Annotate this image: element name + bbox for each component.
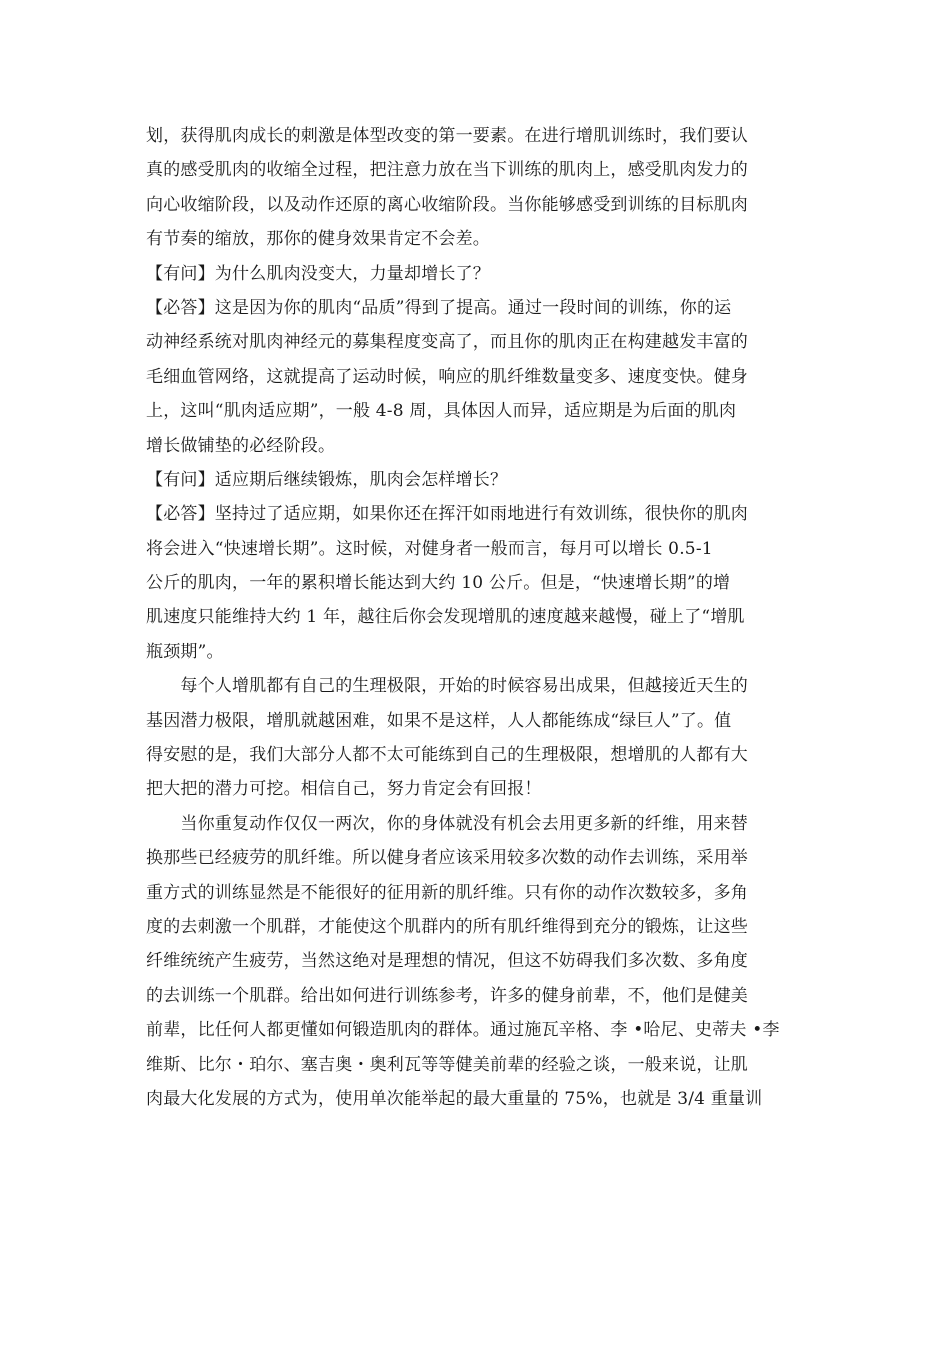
paragraph-start-line: 每个人增肌都有自己的生理极限，开始的时候容易出成果，但越接近天生的 [146, 676, 748, 697]
text-line: 毛细血管网络，这就提高了运动时候，响应的肌纤维数量变多、速度变快。健身 [146, 366, 748, 387]
answer-line: 【必答】坚持过了适应期，如果你还在挥汗如雨地进行有效训练，很快你的肌肉 [146, 504, 748, 525]
text-line: 增长做铺垫的必经阶段。 [146, 435, 336, 456]
question-line: 【有问】适应期后继续锻炼，肌肉会怎样增长？ [146, 469, 508, 490]
text-line: 前辈，比任何人都更懂如何锻造肌肉的群体。通过施瓦辛格、李 •哈尼、史蒂夫 •李 [146, 1020, 780, 1041]
body-text [146, 119, 808, 1116]
text-line: 度的去刺激一个肌群，才能使这个肌群内的所有肌纤维得到充分的锻炼，让这些 [146, 916, 748, 937]
text-line: 划，获得肌肉成长的刺激是体型改变的第一要素。在进行增肌训练时，我们要认 [146, 126, 748, 146]
text-line: 有节奏的缩放，那你的健身效果肯定不会差。 [146, 229, 490, 250]
text-line: 把大把的潜力可挖。相信自己，努力肯定会有回报！ [146, 779, 542, 800]
text-line: 的去训练一个肌群。给出如何进行训练参考，许多的健身前辈，不，他们是健美 [146, 985, 748, 1006]
text-line: 得安慰的是，我们大部分人都不太可能练到自己的生理极限，想增肌的人都有大 [146, 745, 748, 766]
text-line: 纤维统统产生疲劳，当然这绝对是理想的情况，但这不妨碍我们多次数、多角度 [146, 951, 748, 972]
paragraph-start-line: 当你重复动作仅仅一两次，你的身体就没有机会去用更多新的纤维，用来替 [146, 813, 748, 834]
text-line: 换那些已经疲劳的肌纤维。所以健身者应该采用较多次数的动作去训练，采用举 [146, 848, 748, 869]
text-line: 瓶颈期”。 [146, 641, 224, 662]
text-line: 上，这叫“肌肉适应期”，一般 4-8 周，具体因人而异，适应期是为后面的肌肉 [146, 401, 737, 422]
text-line: 向心收缩阶段，以及动作还原的离心收缩阶段。当你能够感受到训练的目标肌肉 [146, 194, 748, 215]
text-line: 真的感受肌肉的收缩全过程，把注意力放在当下训练的肌肉上，感受肌肉发力的 [146, 160, 748, 181]
text-line: 肉最大化发展的方式为，使用单次能举起的最大重量的 75%，也就是 3/4 重量训 [146, 1088, 763, 1109]
text-line: 重方式的训练显然是不能很好的征用新的肌纤维。只有你的动作次数较多，多角 [146, 882, 748, 903]
text-line: 公斤的肌肉，一年的累积增长能达到大约 10 公斤。但是，“快速增长期”的增 [146, 573, 731, 594]
text-line: 肌速度只能维持大约 1 年，越往后你会发现增肌的速度越来越慢，碰上了“增肌 [146, 607, 745, 628]
text-line: 基因潜力极限，增肌就越困难，如果不是这样，人人都能练成“绿巨人”了。值 [146, 710, 732, 731]
text-line: 将会进入“快速增长期”。这时候，对健身者一般而言，每月可以增长 0.5-1 [146, 538, 713, 559]
text-line: 维斯、比尔・珀尔、塞吉奥・奥利瓦等等健美前辈的经验之谈，一般来说，让肌 [146, 1054, 748, 1075]
text-line: 动神经系统对肌肉神经元的募集程度变高了，而且你的肌肉正在构建越发丰富的 [146, 332, 748, 353]
answer-line: 【必答】这是因为你的肌肉“品质”得到了提高。通过一段时间的训练，你的运 [146, 297, 732, 318]
question-line: 【有问】为什么肌肉没变大，力量却增长了？ [146, 263, 490, 284]
